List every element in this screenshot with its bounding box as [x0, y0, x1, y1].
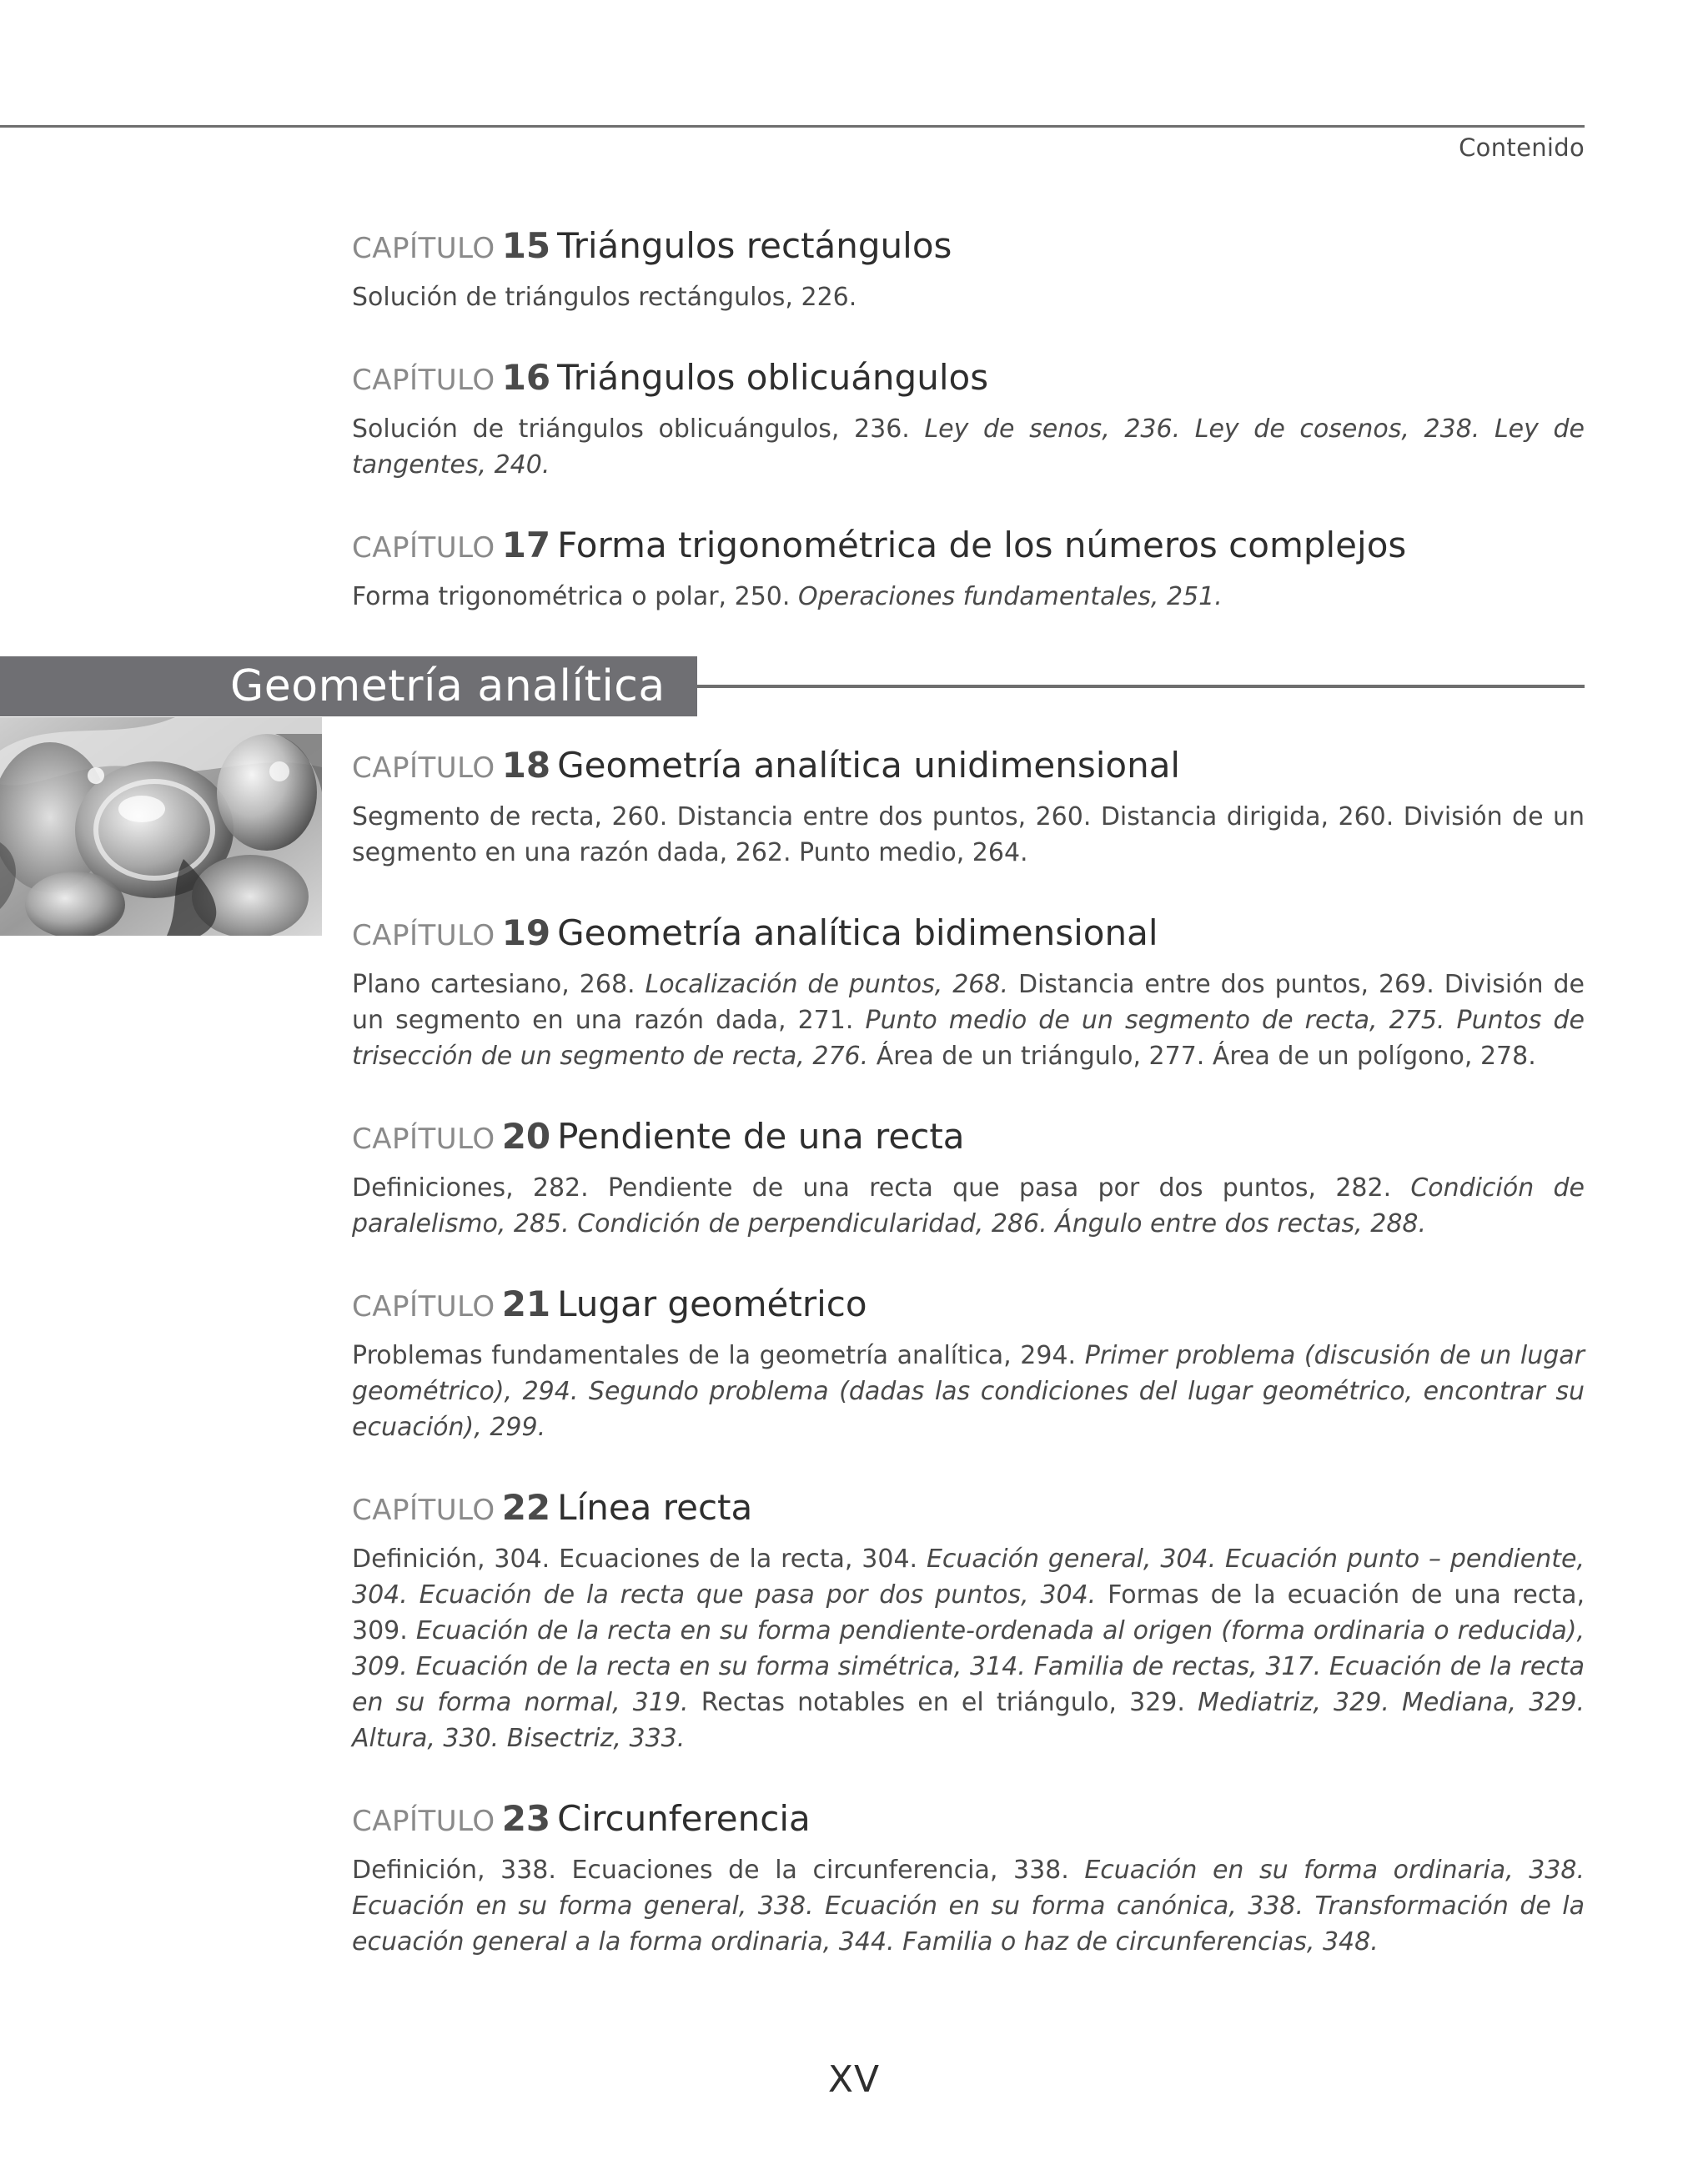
chapter-entry [352, 1109, 1585, 1242]
topic-text: Condición de paralelismo, 285. Condición de perpendicularidad, 286. Ángulo entre dos rectas, 288. [352, 1173, 1585, 1238]
topic-text: Ley de senos, 236. Ley de cosenos, 238. Ley de tangentes, 240. [352, 414, 1585, 480]
chapter-word: CAPÍTULO [352, 232, 495, 265]
chapter-title: Pendiente de una recta [557, 1116, 965, 1157]
chapter-number: 16 [501, 357, 551, 398]
chapter-word: CAPÍTULO [352, 751, 495, 785]
chapter-heading [352, 738, 1585, 796]
chapter-topics [352, 279, 1585, 315]
topic-text: Forma trigonométrica o polar, 250. [352, 582, 798, 611]
chapter-title: Lugar geométrico [557, 1283, 867, 1324]
chapter-topics [352, 579, 1585, 615]
topic-text: Localización de puntos, 268. [645, 970, 1008, 999]
chapter-topics [352, 1541, 1585, 1756]
chapter-entry [352, 1480, 1585, 1756]
header-rule [0, 125, 1585, 128]
chapter-word: CAPÍTULO [352, 531, 495, 565]
chapter-title: Circunferencia [557, 1798, 811, 1839]
topic-text: Ecuación general, 304. Ecuación punto – pendiente, 304. Ecuación de la recta que pasa por dos puntos, 304. [352, 1545, 1585, 1610]
topic-text: Área de un triángulo, 277. Área de un polígono, 278. [868, 1042, 1536, 1071]
chapter-topics [352, 799, 1585, 871]
topic-text: Definición, 338. Ecuaciones de la circunferencia, 338. [352, 1856, 1085, 1885]
chapter-word: CAPÍTULO [352, 1494, 495, 1527]
running-head: Contenido [1459, 133, 1585, 162]
chapter-number: 17 [501, 525, 551, 565]
chapter-topics [352, 1338, 1585, 1445]
topic-text: Solución de triángulos oblicuángulos, 236. [352, 414, 925, 444]
chapter-number: 21 [501, 1283, 551, 1324]
chapter-number: 19 [501, 912, 551, 953]
chapter-word: CAPÍTULO [352, 1805, 495, 1838]
chapter-entry [352, 518, 1585, 615]
chapter-list-bottom [352, 738, 1585, 1995]
topic-text: Segmento de recta, 260. Distancia entre dos puntos, 260. Distancia dirigida, 260. División de un segmento en una razón dada, 262. Punto medio, 264. [352, 802, 1585, 867]
topic-text: Problemas fundamentales de la geometría analítica, 294. [352, 1341, 1085, 1370]
topic-text: Solución de triángulos rectángulos, 226. [352, 283, 857, 312]
chapter-title: Geometría analítica unidimensional [557, 745, 1181, 786]
topic-text: Operaciones fundamentales, 251. [797, 582, 1223, 611]
chapter-word: CAPÍTULO [352, 919, 495, 952]
chapter-number: 23 [501, 1798, 551, 1839]
chapter-number: 18 [501, 745, 551, 786]
chapter-heading [352, 1791, 1585, 1849]
chapter-topics [352, 1170, 1585, 1242]
topic-text: Distancia entre dos puntos, 269. División de un segmento en una razón dada, 271. [352, 970, 1585, 1035]
chapter-number: 15 [501, 225, 551, 266]
chapter-heading [352, 219, 1585, 276]
chapter-topics [352, 411, 1585, 483]
section-title: Geometría analítica [230, 661, 666, 711]
chapter-title: Triángulos oblicuángulos [557, 357, 989, 398]
chapter-heading [352, 1109, 1585, 1167]
chapter-heading [352, 1480, 1585, 1538]
topic-text: Punto medio de un segmento de recta, 275. Puntos de trisección de un segmento de recta, 276. [352, 1006, 1585, 1071]
chapter-word: CAPÍTULO [352, 1123, 495, 1156]
chapter-title: Forma trigonométrica de los números complejos [557, 525, 1407, 565]
chapter-word: CAPÍTULO [352, 364, 495, 397]
chapter-heading [352, 518, 1585, 575]
chapter-heading [352, 350, 1585, 408]
topic-text: Definiciones, 282. Pendiente de una recta que pasa por dos puntos, 282. [352, 1173, 1411, 1203]
chapter-topics [352, 967, 1585, 1074]
chapter-entry [352, 219, 1585, 315]
chapter-number: 20 [501, 1116, 551, 1157]
chapter-title: Línea recta [557, 1487, 753, 1528]
chapter-word: CAPÍTULO [352, 1290, 495, 1324]
chapter-entry [352, 738, 1585, 871]
chapter-title: Triángulos rectángulos [557, 225, 952, 266]
glass-spheres-photo [0, 717, 322, 936]
topic-text: Ecuación en su forma ordinaria, 338. Ecuación en su forma general, 338. Ecuación en su forma canónica, 338. Transformación de la ecuación general a la forma ordinaria, 344. Familia o haz de circunferencias, 348. [352, 1856, 1585, 1956]
chapter-entry [352, 1791, 1585, 1960]
chapter-number: 22 [501, 1487, 551, 1528]
section-rule [697, 685, 1585, 688]
chapter-topics [352, 1852, 1585, 1960]
topic-text: Mediatriz, 329. Mediana, 329. Altura, 330. Bisectriz, 333. [352, 1688, 1585, 1753]
topic-text: Ecuación de la recta en su forma pendiente-ordenada al origen (forma ordinaria o reducida), 309. Ecuación de la recta en su forma simétrica, 314. Familia de rectas, 317. Ecuación de la recta en su forma normal, 319. [352, 1616, 1585, 1717]
chapter-entry [352, 1277, 1585, 1445]
topic-text: Primer problema (discusión de un lugar geométrico), 294. Segundo problema (dadas las condiciones del lugar geométrico, encontrar su ecuación), 299. [352, 1341, 1585, 1442]
page-number: XV [827, 2058, 881, 2101]
chapter-entry [352, 906, 1585, 1074]
chapter-title: Geometría analítica bidimensional [557, 912, 1158, 953]
topic-text: Formas de la ecuación de una recta, 309. [352, 1580, 1585, 1645]
topic-text: Definición, 304. Ecuaciones de la recta, 304. [352, 1545, 927, 1574]
topic-text: Rectas notables en el triángulo, 329. [688, 1688, 1198, 1717]
chapter-list-top [352, 219, 1585, 650]
chapter-heading [352, 1277, 1585, 1334]
chapter-heading [352, 906, 1585, 963]
chapter-entry [352, 350, 1585, 483]
topic-text: Plano cartesiano, 268. [352, 970, 646, 999]
